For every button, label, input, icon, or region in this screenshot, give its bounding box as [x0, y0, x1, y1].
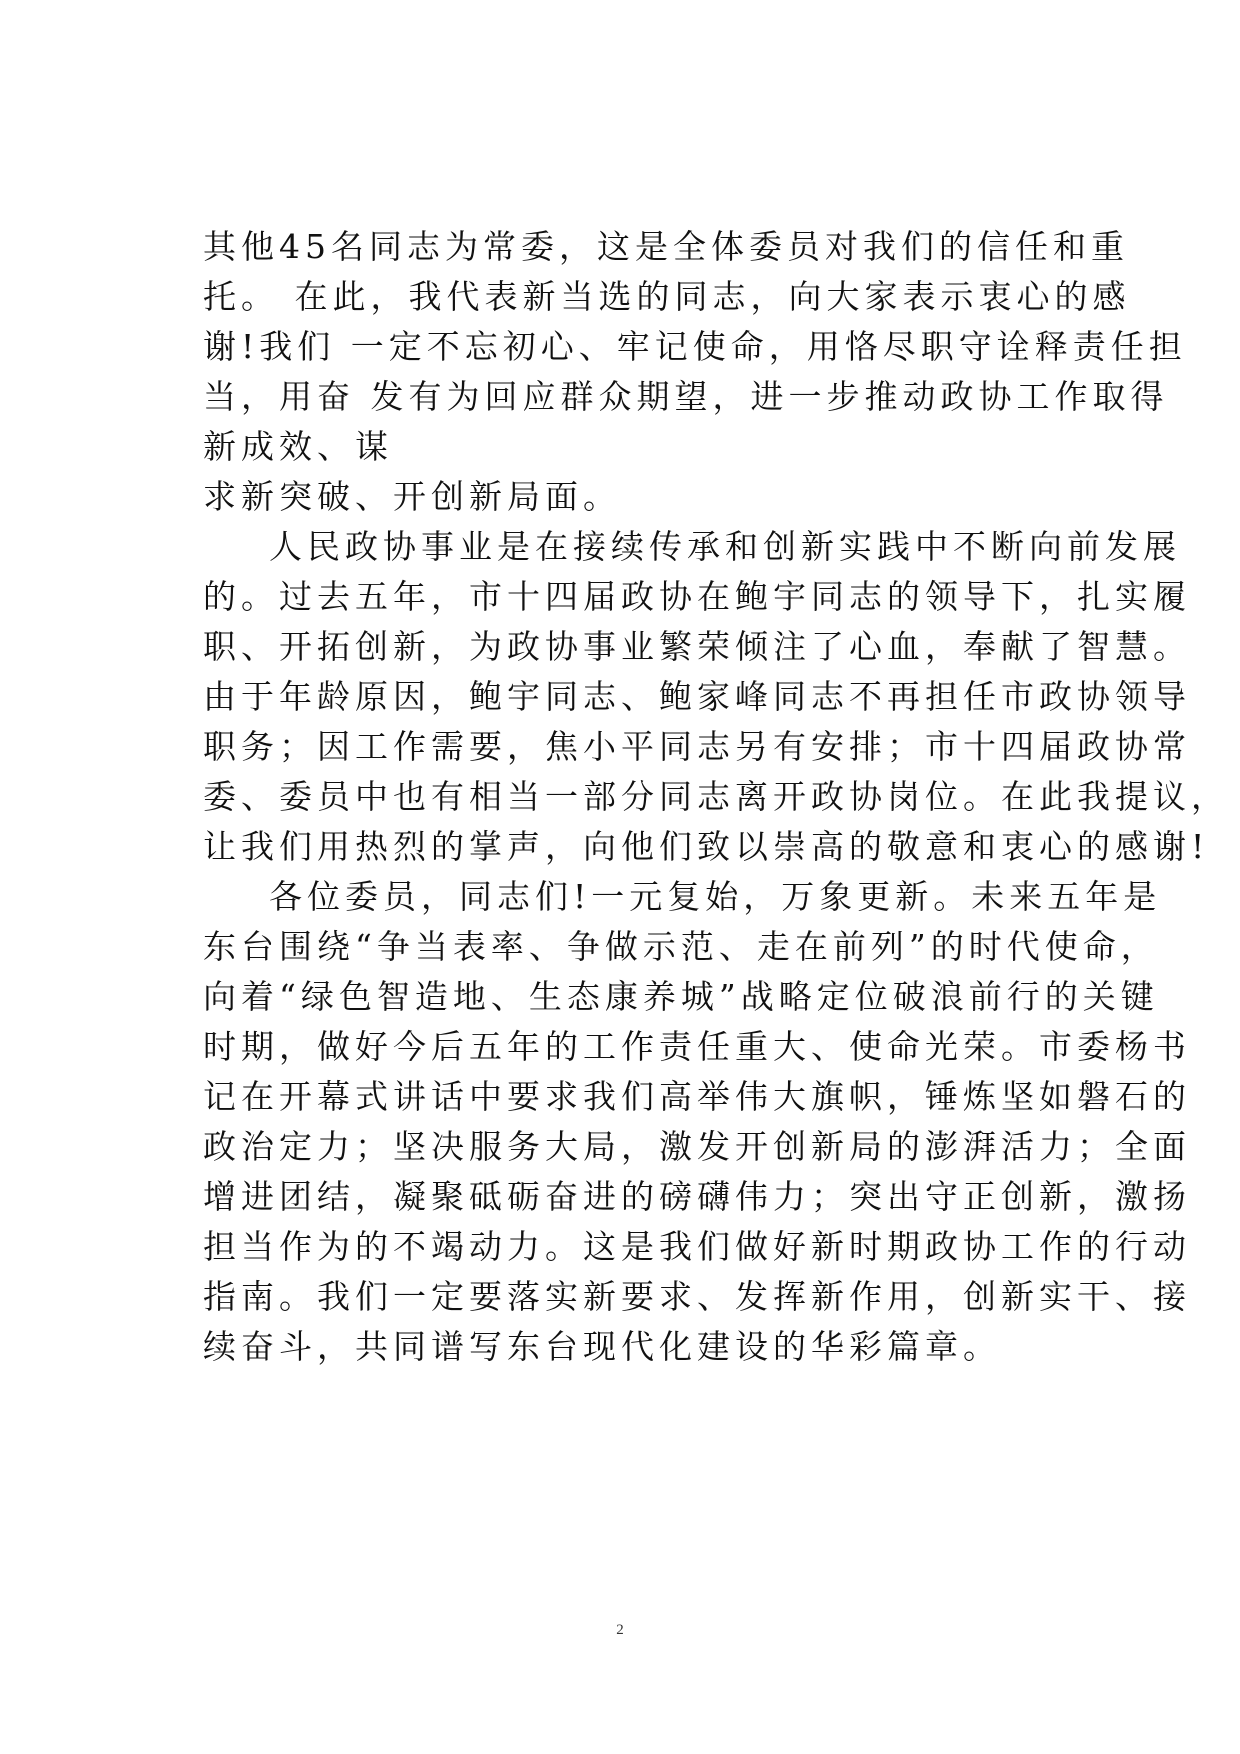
text-line: 增进团结，凝聚砥砺奋进的磅礴伟力；突出守正创新，激扬 — [203, 1177, 1191, 1216]
text-line: 当，用奋 发有为回应群众期望，进一步推动政协工作取得 — [203, 377, 1169, 416]
text-line: 续奋斗，共同谱写东台现代化建设的华彩篇章。 — [203, 1327, 1001, 1366]
text-line: 由于年龄原因，鲍宇同志、鲍家峰同志不再担任市政协领导 — [203, 677, 1191, 716]
text-line: 托。 在此，我代表新当选的同志，向大家表示衷心的感 — [203, 277, 1131, 316]
text-line: 职务；因工作需要，焦小平同志另有安排；市十四届政协常 — [203, 727, 1191, 766]
text-line: 时期，做好今后五年的工作责任重大、使命光荣。市委杨书 — [203, 1027, 1191, 1066]
text-line: 指南。我们一定要落实新要求、发挥新作用，创新实干、接 — [203, 1277, 1191, 1316]
text-line: 政治定力；坚决服务大局，激发开创新局的澎湃活力；全面 — [203, 1127, 1191, 1166]
paragraph-first-line: 各位委员，同志们!一元复始，万象更新。未来五年是 — [269, 877, 1162, 916]
document-body — [203, 222, 1229, 1372]
text-line: 职、开拓创新，为政协事业繁荣倾注了心血，奉献了智慧。 — [203, 627, 1191, 666]
text-line: 让我们用热烈的掌声，向他们致以崇高的敬意和衷心的感谢! — [203, 827, 1210, 866]
paragraph-first-line: 人民政协事业是在接续传承和创新实践中不断向前发展 — [269, 527, 1181, 566]
text-line: 谢!我们 一定不忘初心、牢记使命，用恪尽职守诠释责任担 — [203, 327, 1187, 366]
text-line: 担当作为的不竭动力。这是我们做好新时期政协工作的行动 — [203, 1227, 1191, 1266]
text-line: 新成效、谋 — [203, 427, 393, 466]
text-line: 的。过去五年，市十四届政协在鲍宇同志的领导下，扎实履 — [203, 577, 1191, 616]
page-number: 2 — [616, 1622, 624, 1638]
text-line: 其他45名同志为常委，这是全体委员对我们的信任和重 — [203, 227, 1129, 266]
text-line: 委、委员中也有相当一部分同志离开政协岗位。在此我提议， — [203, 777, 1229, 816]
text-line: 记在开幕式讲话中要求我们高举伟大旗帜，锤炼坚如磐石的 — [203, 1077, 1191, 1116]
text-line: 东台围绕“争当表率、争做示范、走在前列”的时代使命， — [203, 927, 1159, 966]
text-line: 向着“绿色智造地、生态康养城”战略定位破浪前行的关键 — [203, 977, 1159, 1016]
text-line: 求新突破、开创新局面。 — [203, 477, 621, 516]
